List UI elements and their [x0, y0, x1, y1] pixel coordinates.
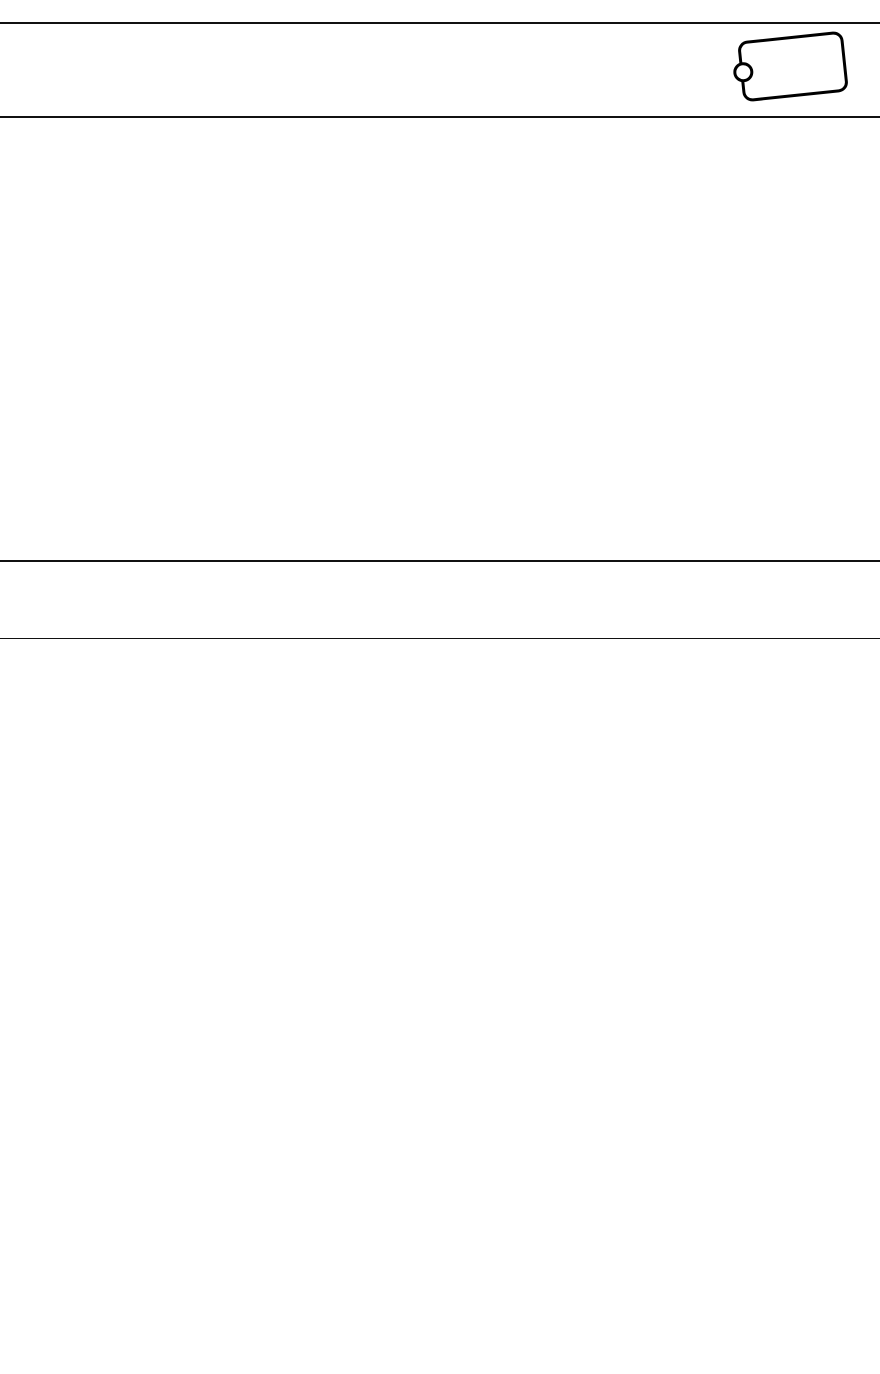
home-service-banner [0, 560, 880, 639]
price-tag-icon [737, 31, 849, 103]
marketplace-banner [0, 22, 880, 118]
tag-hole [732, 61, 754, 83]
service-guide-columns [0, 640, 880, 1370]
page-header [0, 0, 880, 18]
marketplace-columns [0, 118, 880, 558]
